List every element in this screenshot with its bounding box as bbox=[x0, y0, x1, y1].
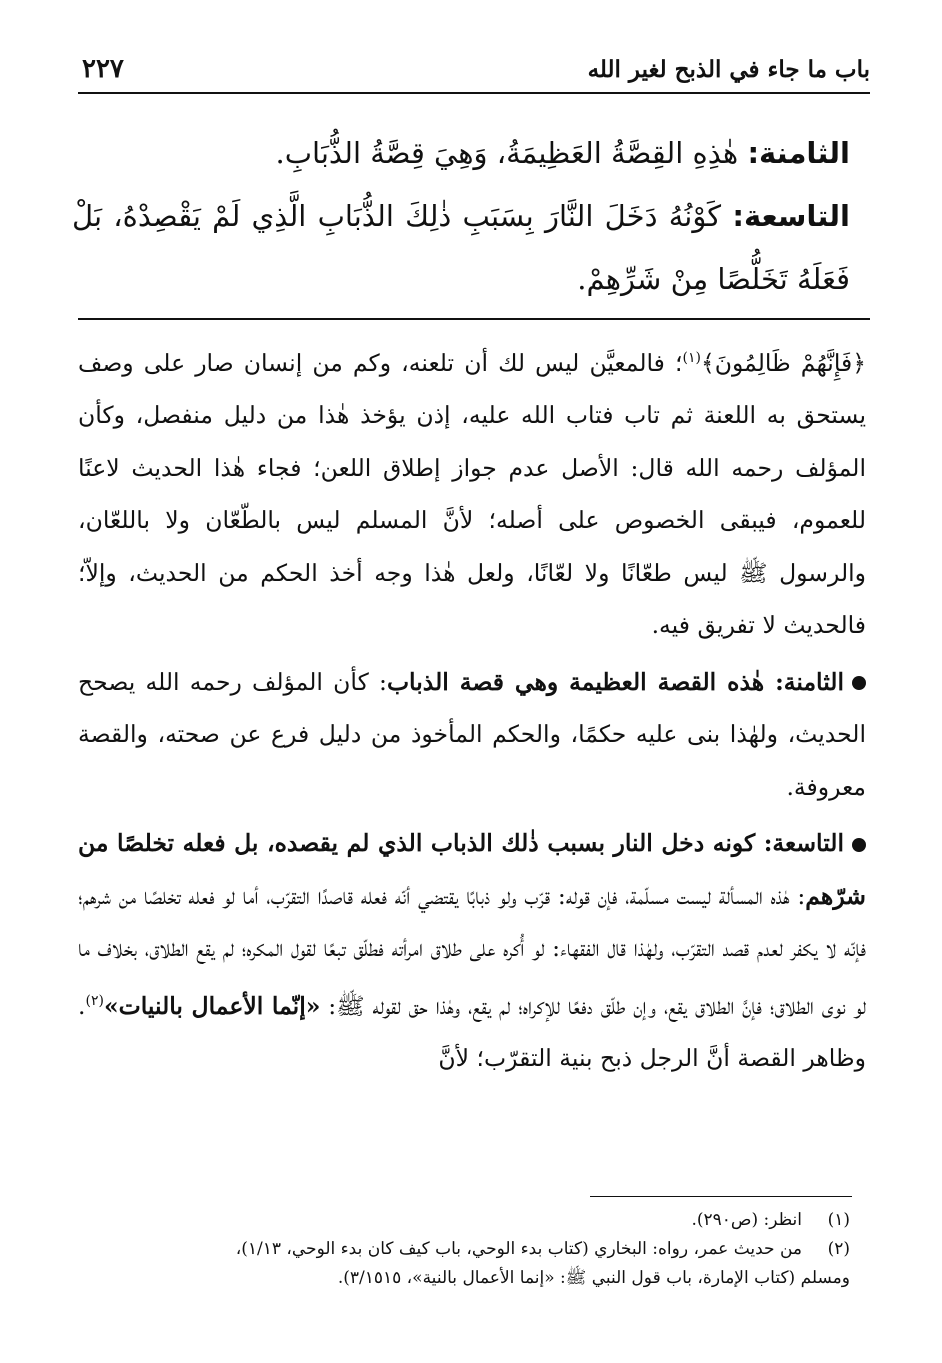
footnotes-block bbox=[78, 1206, 850, 1293]
footnote-ref-2: (٢) bbox=[85, 992, 104, 1009]
footnote-2 bbox=[78, 1235, 850, 1264]
footnote-1 bbox=[78, 1206, 850, 1235]
commentary-paragraph-1 bbox=[78, 332, 866, 652]
matn-text-block bbox=[72, 122, 850, 311]
quran-quote: ﴿فَإِنَّهُمْ ظَالِمُونَ﴾ bbox=[700, 348, 866, 377]
bullet-icon bbox=[852, 838, 866, 852]
footnote-2-text-line-2: ومسلم (كتاب الإمارة، باب قول النبي ﷺ: «إنما الأعمال بالنية»، ٣/١٥١٥). bbox=[337, 1268, 850, 1288]
matn-eighth-issue bbox=[72, 122, 850, 185]
commentary-lead-2: الثامنة: هٰذه القصة العظيمة وهي قصة الذباب bbox=[386, 667, 844, 696]
commentary-text-3a: : هٰذه المسألة ليست مسلّمة، فإن قوله: قرّب ولو ذبابًا يقتضي أنّه فعله قاصدًا التقرّب، أما لو فعله تخلصًا من شرهم؛ فإنّه لا يكفر لعدم قصد التقرّب، ولهٰذا قال الفقهاء: لو أُكره على طلاق امرأته فطلّق تبعًا لقول المكره؛ لم يقع الطلاق، بخلاف ما لو نوى الطلاق؛ فإنَّ الطلاق يقع، وإن طلّق دفعًا للإكراه؛ لم يقع، وهٰذا حق لقوله ﷺ: bbox=[78, 881, 867, 1020]
commentary-text-2: : كأن المؤلف رحمه الله يصحح الحديث، ولهٰذا بنى عليه حكمًا، والحكم المأخوذ من دليل فرع عن صحته، والقصة معروفة. bbox=[78, 667, 866, 801]
commentary-text-1: ؛ فالمعيَّن ليس لك أن تلعنه، وكم من إنسان صار على وصف يستحق به اللعنة ثم تاب فتاب الله عليه، إذن يؤخذ هٰذا من دليل منفصل، وكأن المؤلف رحمه الله قال: الأصل عدم جواز إطلاق اللعن؛ فجاء هٰذا الحديث لاعنًا للعموم، فيبقى الخصوص على أصله؛ لأنَّ المسلم ليس بالطّعّان ولا باللعّان، والرسول ﷺ ليس طعّانًا ولا لعّانًا، ولعل هٰذا وجه أخذ الحكم من الحديث، وإلاّ؛ فالحديث لا تفريق فيه. bbox=[78, 348, 866, 640]
footnote-2-continuation bbox=[78, 1264, 850, 1293]
page-number: ٢٢٧ bbox=[82, 54, 124, 84]
chapter-title: باب ما جاء في الذبح لغير الله bbox=[587, 56, 870, 83]
bullet-icon bbox=[852, 676, 866, 690]
footnote-ref-1: (١) bbox=[682, 350, 701, 366]
matn-eighth-text: هٰذِهِ القِصَّةُ العَظِيمَةُ، وَهِيَ قِصَّةُ الذُّبَابِ. bbox=[275, 136, 739, 170]
matn-ninth-label: التاسعة: bbox=[732, 199, 850, 233]
footnote-1-text: انظر: (ص٢٩٠). bbox=[691, 1210, 802, 1230]
footnote-separator bbox=[590, 1196, 852, 1197]
page-header bbox=[78, 40, 870, 94]
matn-divider bbox=[78, 318, 870, 320]
footnote-2-number: (٢) bbox=[827, 1239, 850, 1259]
footnote-2-text-line-1: من حديث عمر، رواه: البخاري (كتاب بدء الوحي، باب كيف كان بدء الوحي، ١/١٣)، bbox=[235, 1239, 802, 1259]
commentary-block bbox=[78, 332, 866, 1085]
matn-ninth-text: كَوْنُهُ دَخَلَ النَّارَ بِسَبَبِ ذٰلِكَ الذُّبَابِ الَّذِي لَمْ يَقْصِدْهُ، بَلْ فَعَلَهُ تَخَلُّصًا مِنْ شَرِّهِمْ. bbox=[72, 199, 850, 296]
commentary-paragraph-2 bbox=[78, 656, 866, 814]
commentary-text-3b: . وظاهر القصة أنَّ الرجل ذبح بنية التقرّب؛ لأنَّ bbox=[78, 991, 866, 1073]
footnote-1-number: (١) bbox=[827, 1210, 850, 1230]
matn-eighth-label: الثامنة: bbox=[747, 136, 850, 170]
commentary-paragraph-3 bbox=[78, 817, 866, 1084]
hadith-quote: «إنّما الأعمال بالنيات» bbox=[103, 991, 321, 1020]
commentary-lead-3: التاسعة: كونه دخل النار بسبب ذٰلك الذباب الذي لم يقصده، بل فعله تخلصًا من شرّهم bbox=[78, 829, 866, 910]
matn-ninth-issue bbox=[72, 185, 850, 311]
